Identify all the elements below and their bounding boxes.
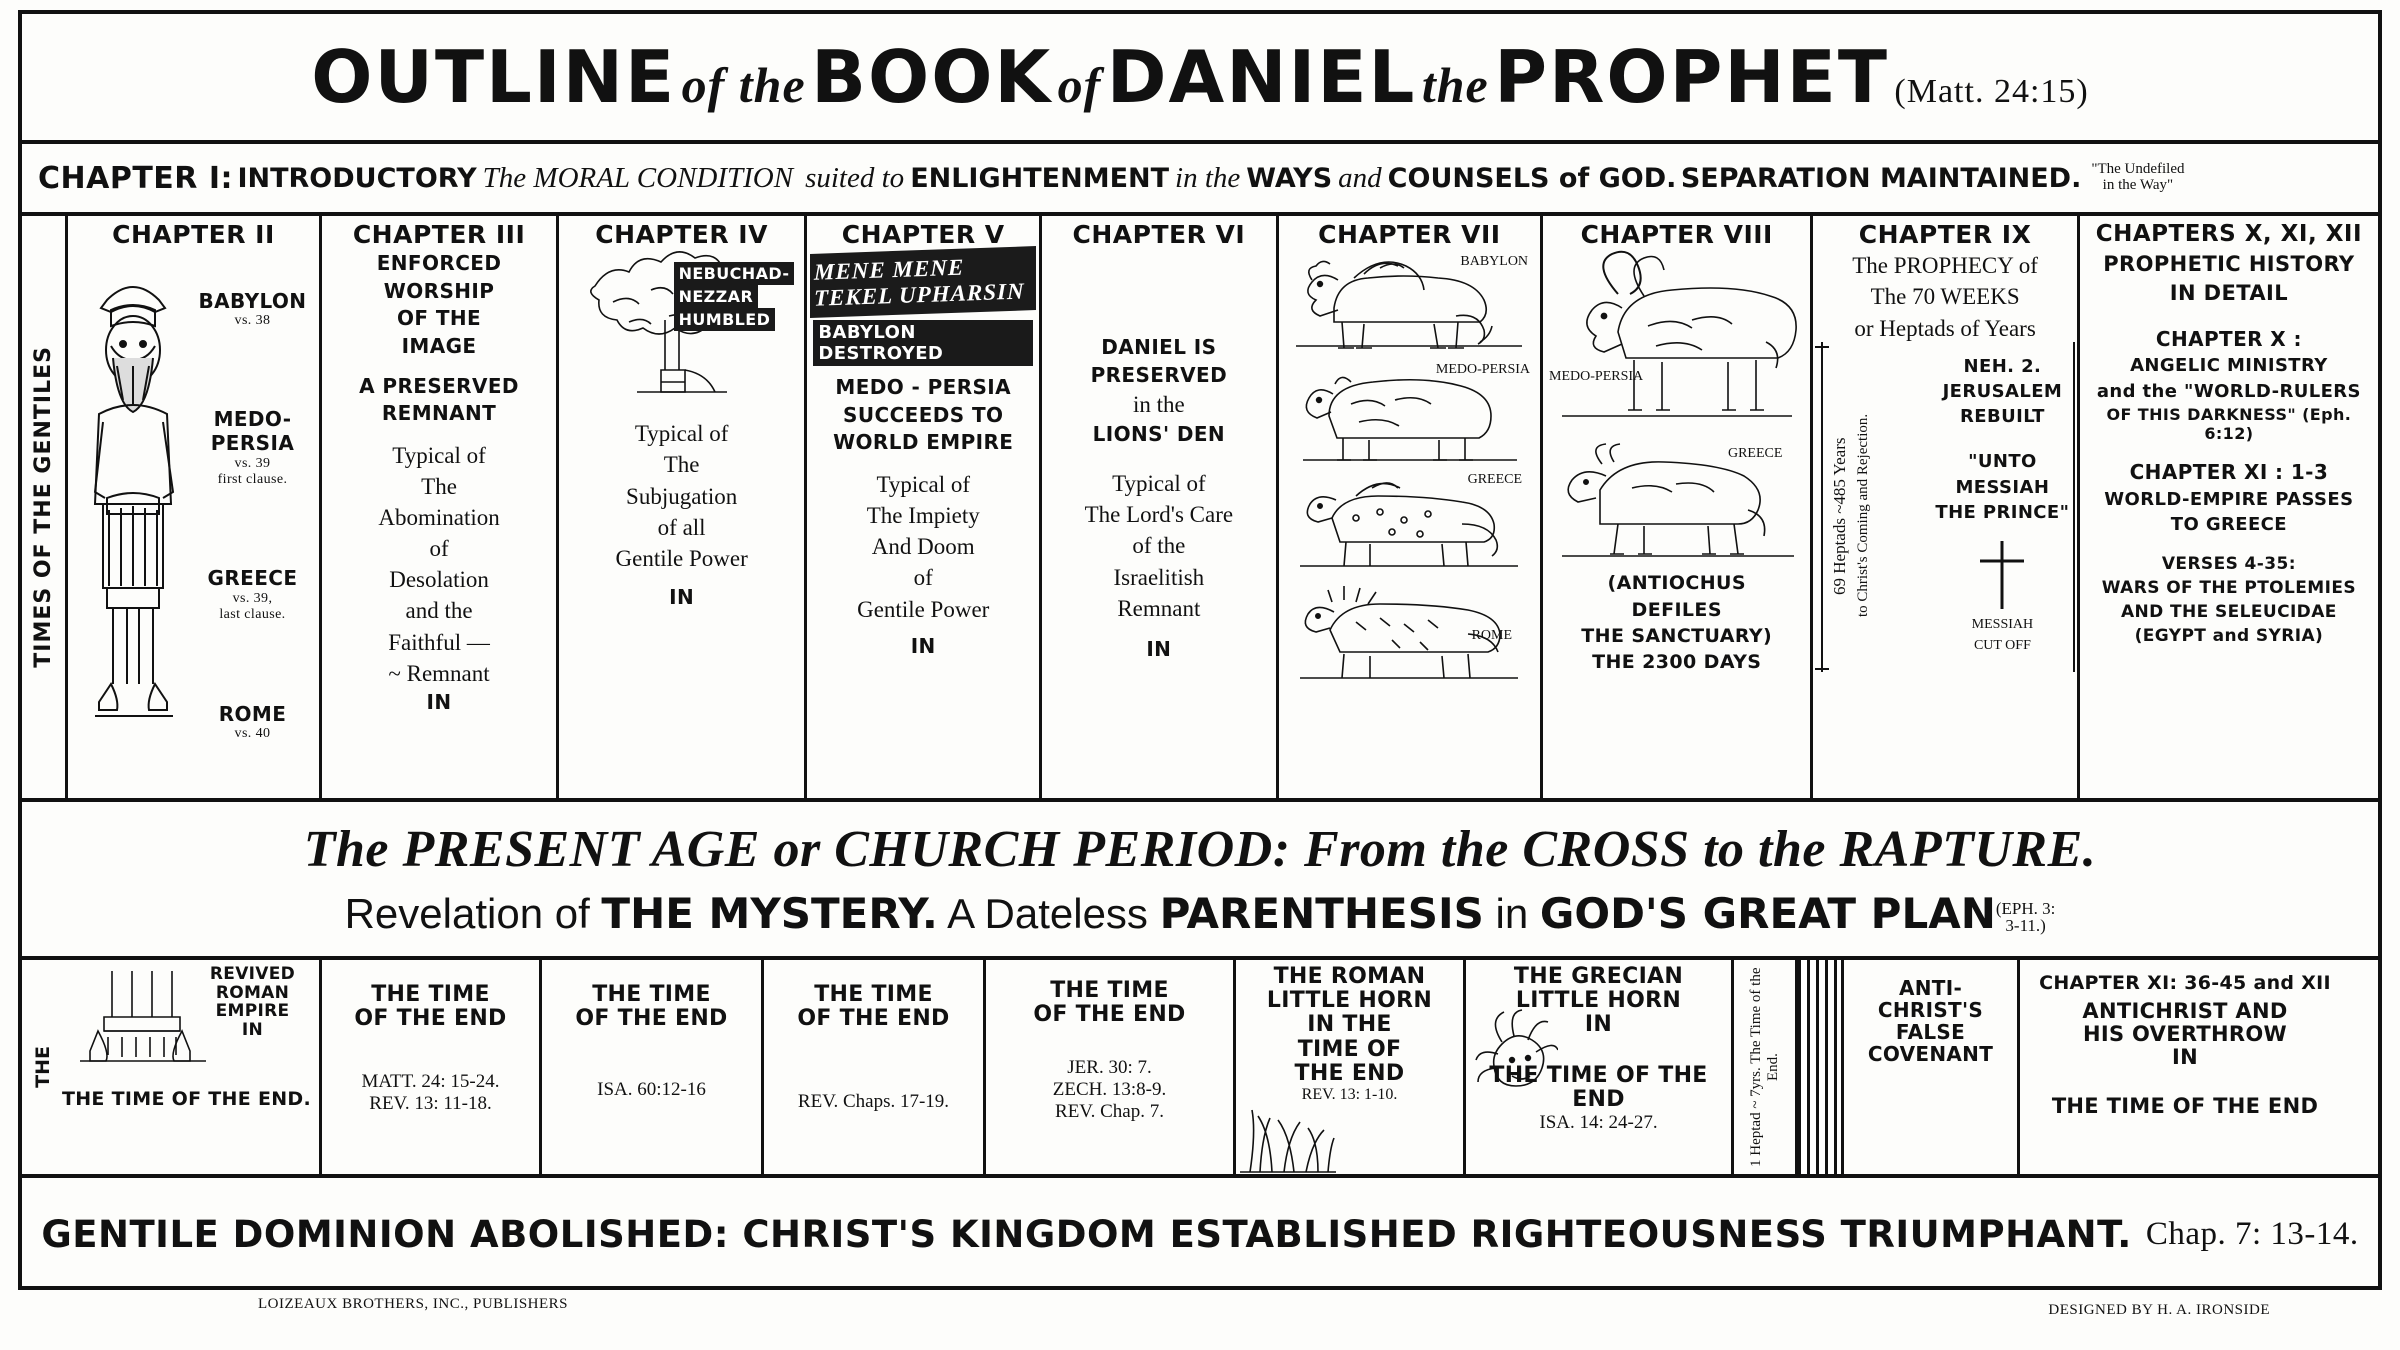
- lc1-r2: REV. 13: 11-18.: [369, 1093, 492, 1115]
- lc8-h2: CHRIST'S: [1877, 998, 1984, 1022]
- lower-columns-row: [22, 960, 2378, 1178]
- column-chapters-x-head: CHAPTERS X, XI, XII: [2095, 221, 2363, 247]
- title-part-ofthe: of the: [681, 57, 806, 113]
- chx-block3-l3: (EGYPT and SYRIA): [2134, 625, 2324, 646]
- ch9-cut-off: CUT OFF: [1973, 637, 2031, 653]
- present-age-mystery: THE MYSTERY.: [601, 889, 938, 938]
- beast-label-medo-persia-viii: MEDO-PERSIA: [1549, 369, 1644, 385]
- chx-block2-head: CHAPTER XI : 1-3: [2129, 460, 2329, 485]
- ch9-the-prince: THE PRINCE": [1935, 501, 2070, 523]
- lc1-h2: OF THE END: [354, 1006, 507, 1032]
- column-chapter-viii-head: CHAPTER VIII: [1580, 220, 1773, 249]
- lc6-h2: LITTLE HORN: [1515, 988, 1682, 1014]
- present-age-in: in: [1495, 890, 1529, 937]
- chapter-one-f: WAYS: [1246, 162, 1333, 194]
- chx-block3-l2: AND THE SELEUCIDAE: [2121, 601, 2337, 622]
- ch6-line-3: in the: [1132, 392, 1185, 418]
- ch9-rebuilt: REBUILT: [1960, 406, 2045, 428]
- column-chapter-iv-head: CHAPTER IV: [595, 220, 768, 249]
- title-part-daniel: DANIEL: [1106, 35, 1417, 119]
- column-chapter-vii-head: CHAPTER VII: [1318, 220, 1501, 249]
- column-chapter-iv[interactable]: [559, 216, 808, 798]
- lc5-h2: LITTLE HORN: [1266, 988, 1433, 1014]
- lc1-r1: MATT. 24: 15-24.: [361, 1071, 500, 1093]
- ch4-line-1: Typical of: [634, 421, 729, 447]
- lower-column-time-of-end-2[interactable]: [542, 960, 764, 1174]
- lc3-h2: OF THE END: [797, 1006, 950, 1032]
- chapter-one-c: suited to: [805, 161, 905, 194]
- ch5-line-2: SUCCEEDS TO: [843, 402, 1004, 427]
- ch9-line-1: The PROPHECY of: [1852, 253, 2038, 279]
- spine-label: TIMES OF THE GENTILES: [30, 346, 56, 668]
- column-chapter-ii[interactable]: [68, 216, 323, 798]
- beast-label-greece-viii: GREECE: [1727, 446, 1783, 462]
- ch8-line-4: THE 2300 DAYS: [1592, 651, 1762, 674]
- ch9-line-2: The 70 WEEKS: [1870, 284, 2020, 310]
- title-scripture-ref: (Matt. 24:15): [1894, 73, 2089, 110]
- lc4-r2: ZECH. 13:8-9.: [1052, 1079, 1167, 1101]
- horned-head: [1472, 1008, 1558, 1094]
- kingdom-babylon: BABYLON vs. 38: [198, 288, 307, 329]
- chapter-one-b: The MORAL CONDITION: [482, 161, 794, 194]
- title-bar: [22, 14, 2378, 144]
- present-age-line1: The PRESENT AGE or CHURCH PERIOD: From the CROSS to the RAPTURE.: [303, 821, 2097, 878]
- ch4-line-2: The: [663, 452, 700, 478]
- lc4-r3: REV. Chap. 7.: [1055, 1101, 1164, 1123]
- ch8-line-1: (ANTIOCHUS: [1607, 572, 1746, 595]
- feet-of-iron-and-clay: [78, 967, 208, 1065]
- ch3-line-3: OF THE: [397, 306, 482, 331]
- lc2-r1: ISA. 60:12-16: [597, 1079, 706, 1101]
- beast-label-rome: ROME: [1471, 628, 1513, 644]
- ch6-line-1: DANIEL IS: [1101, 335, 1217, 360]
- ch4-line-4: of all: [657, 514, 706, 540]
- lc9-h4: IN: [2172, 1045, 2198, 1070]
- lower-column-one-heptad[interactable]: [1734, 960, 1798, 1174]
- ch4-caption-2: NEZZAR: [674, 285, 759, 308]
- ch5-line-5: The Impiety: [866, 503, 980, 529]
- designer-credit: DESIGNED BY H. A. IRONSIDE: [2048, 1302, 2270, 1318]
- lc3-r1: REV. Chaps. 17-19.: [797, 1091, 950, 1113]
- lc6-h1: THE GRECIAN: [1513, 964, 1684, 989]
- present-age-line2: [345, 889, 2056, 938]
- kingdom-rome: ROME vs. 40: [218, 701, 287, 742]
- ch8-line-3: THE SANCTUARY): [1581, 625, 1773, 648]
- upper-columns-row: [22, 216, 2378, 802]
- ch3-line-15: IN: [426, 689, 452, 714]
- ch3-line-14: ~ Remnant: [388, 660, 490, 686]
- ch9-unto: "UNTO: [1968, 451, 2037, 473]
- ch4-line-5: Gentile Power: [615, 545, 748, 571]
- ch5-line-3: WORLD EMPIRE: [833, 430, 1014, 455]
- ch6-line-7: of the: [1132, 533, 1186, 559]
- kingdom-medo-persia: MEDO-PERSIA vs. 39 first clause.: [210, 407, 295, 488]
- credits: [0, 1296, 2400, 1336]
- lc9-h2: ANTICHRIST AND: [2082, 998, 2288, 1023]
- lc4-h2: OF THE END: [1033, 1002, 1186, 1028]
- ch6-line-5: Typical of: [1112, 471, 1206, 497]
- column-chapter-viii[interactable]: [1543, 216, 1813, 798]
- lower-column-roman-little-horn[interactable]: [1236, 960, 1466, 1174]
- ch3-line-9: Abomination: [378, 505, 500, 531]
- lc9-foot: THE TIME OF THE END: [2051, 1094, 2319, 1119]
- chapter-one-i: SEPARATION MAINTAINED.: [1680, 162, 2082, 194]
- title-line: [311, 35, 2088, 119]
- column-chapter-iii-head: CHAPTER III: [352, 220, 526, 249]
- ch3-line-4: IMAGE: [401, 334, 477, 359]
- present-age-parenthesis: PARENTHESIS: [1159, 889, 1484, 938]
- grass-tuft: [1240, 1096, 1336, 1174]
- publisher-credit: LOIZEAUX BROTHERS, INC., PUBLISHERS: [258, 1296, 569, 1312]
- seventy-weeks-axis: [1821, 342, 1823, 672]
- sixty-nine-heptads-label-2: to Christ's Coming and Rejection.: [1855, 413, 1872, 617]
- column-chapter-iii[interactable]: [322, 216, 559, 798]
- ch9-messiah-cut: MESSIAH: [1971, 617, 2034, 633]
- chapter-one-h: COUNSELS of GOD.: [1387, 162, 1677, 194]
- bottom-band-text: GENTILE DOMINION ABOLISHED: CHRIST'S KINGDOM ESTABLISHED RIGHTEOUSNESS TRIUMPHANT.: [41, 1212, 2132, 1256]
- handwriting-on-the-wall: [810, 246, 1036, 318]
- present-age-rev: Revelation of: [344, 890, 590, 937]
- ch3-line-11: Desolation: [389, 567, 489, 593]
- beast-label-greece: GREECE: [1467, 472, 1523, 488]
- lc0-l3: EMPIRE: [215, 1001, 290, 1022]
- column-chapter-ix-head: CHAPTER IX: [1858, 220, 2032, 249]
- ch6-line-2: PRESERVED: [1090, 362, 1228, 387]
- lower-vert-the: THE: [32, 1046, 54, 1088]
- lc2-h2: OF THE END: [575, 1006, 728, 1032]
- bottom-band-ref: Chap. 7: 13-14.: [2145, 1215, 2359, 1252]
- lc1-h1: THE TIME: [371, 982, 490, 1007]
- chx-block1-head: CHAPTER X :: [2155, 326, 2302, 351]
- lc6-h3: IN: [1584, 1012, 1613, 1038]
- chapter-one-d: ENLIGHTENMENT: [910, 162, 1170, 194]
- chapter-one-g: and: [1338, 161, 1382, 194]
- babylon-destroyed-banner: BABYLON DESTROYED: [813, 320, 1033, 366]
- ch5-line-9: IN: [910, 633, 936, 658]
- ch9-messiah: MESSIAH: [1955, 476, 2050, 498]
- ch9-jerusalem: JERUSALEM: [1942, 380, 2063, 402]
- ch6-line-6: The Lord's Care: [1084, 502, 1234, 528]
- lc0-foot: THE TIME OF THE END.: [61, 1088, 312, 1110]
- lc0-l2: ROMAN: [215, 982, 290, 1003]
- ch3-line-1: ENFORCED: [376, 251, 502, 276]
- ch4-caption-1: NEBUCHAD-: [674, 262, 795, 285]
- ch5-line-6: And Doom: [871, 534, 975, 560]
- nebuchadnezzar-image-statue: [77, 254, 189, 724]
- lc5-h1: THE ROMAN: [1273, 964, 1426, 989]
- beast-label-babylon: BABYLON: [1460, 254, 1529, 270]
- chx-block1-l1: ANGELIC MINISTRY: [2130, 355, 2328, 377]
- chapter-one-label: CHAPTER I:: [38, 160, 233, 196]
- lc7-vert: 1 Heptad ~ 7yrs. The Time of the End.: [1747, 967, 1781, 1167]
- ram: [1552, 250, 1802, 432]
- sixty-nine-heptads-label-1: 69 Heptads ~485 Years: [1830, 436, 1850, 595]
- ch9-line-3: or Heptads of Years: [1854, 315, 2036, 341]
- wall-text-line2: TEKEL UPHARSIN: [814, 278, 1025, 312]
- lc9-h3: HIS OVERTHROW: [2083, 1021, 2287, 1046]
- column-chapter-vi[interactable]: [1042, 216, 1279, 798]
- chx-line-2: IN DETAIL: [2169, 280, 2288, 305]
- chx-block1-l2: and the "WORLD-RULERS: [2096, 380, 2361, 402]
- column-chapter-ix[interactable]: [1813, 216, 2079, 798]
- lc3-h1: THE TIME: [814, 982, 933, 1007]
- ch3-line-10: of: [429, 536, 449, 562]
- ch3-line-8: The: [421, 473, 457, 499]
- lower-column-time-of-end-3[interactable]: [764, 960, 986, 1174]
- lower-column-grecian-little-horn[interactable]: [1466, 960, 1734, 1174]
- lower-column-antichrist-overthrow[interactable]: [2020, 960, 2350, 1174]
- ch6-line-10: IN: [1146, 636, 1172, 661]
- lc0-l1: REVIVED: [209, 964, 296, 984]
- chapter-one-note-line1: "The Undefiled: [2091, 161, 2185, 178]
- lc2-h1: THE TIME: [592, 982, 711, 1007]
- lower-column-revived-roman-empire[interactable]: [22, 960, 322, 1174]
- chx-block3-head: VERSES 4-35:: [2161, 553, 2296, 574]
- lc5-h4: TIME OF: [1297, 1036, 1402, 1062]
- chapter-one-a: INTRODUCTORY: [237, 162, 477, 194]
- chx-block3-l1: WARS OF THE PTOLEMIES: [2101, 577, 2356, 598]
- lc8-h1: ANTI-: [1898, 976, 1963, 1000]
- chx-block2-l2: TO GREECE: [2170, 514, 2287, 536]
- chart-frame: [18, 10, 2382, 1290]
- title-part-prophet: PROPHET: [1494, 35, 1889, 119]
- column-chapters-x-xi-xii[interactable]: [2080, 216, 2378, 798]
- antichrist-covenant-hatch: [1798, 960, 1844, 1174]
- wall-text-line1: MENE MENE: [814, 254, 965, 286]
- ch5-line-1: MEDO - PERSIA: [835, 375, 1012, 400]
- chx-block1-l3: OF THIS DARKNESS" (Eph. 6:12): [2106, 404, 2352, 443]
- column-chapter-vii[interactable]: [1279, 216, 1543, 798]
- lc4-r1: JER. 30: 7.: [1067, 1057, 1152, 1079]
- ch3-line-13: Faithful —: [388, 629, 490, 655]
- lc8-h3: FALSE: [1895, 1020, 1966, 1044]
- kingdom-greece: GREECE vs. 39, last clause.: [207, 566, 298, 623]
- ch6-line-9: Remnant: [1117, 595, 1201, 621]
- lc8-h4: COVENANT: [1867, 1042, 1994, 1066]
- chapter-one-note-line2: in the Way": [2102, 177, 2174, 193]
- ch4-line-6: IN: [669, 584, 695, 609]
- ch9-neh2: NEH. 2.: [1963, 355, 2042, 377]
- times-of-the-gentiles-spine: [22, 216, 68, 798]
- column-chapter-v-head: CHAPTER V: [841, 220, 1005, 249]
- ch6-line-4: LIONS' DEN: [1092, 421, 1226, 446]
- chx-line-1: PROPHETIC HISTORY: [2103, 252, 2355, 277]
- ch3-line-6: REMNANT: [381, 401, 497, 426]
- ch3-line-7: Typical of: [392, 442, 486, 468]
- lower-column-time-of-end-4[interactable]: [986, 960, 1236, 1174]
- lc6-r1: ISA. 14: 24-27.: [1539, 1111, 1658, 1133]
- present-age-dateless: A Dateless: [947, 890, 1148, 937]
- lc5-r1: REV. 13: 1-10.: [1301, 1085, 1398, 1103]
- title-part-outline: OUTLINE: [311, 35, 677, 119]
- ch5-line-4: Typical of: [876, 472, 970, 498]
- title-part-book: BOOK: [811, 35, 1053, 119]
- bottom-band: [22, 1178, 2378, 1290]
- cross: [1972, 537, 2032, 613]
- lower-column-time-of-end-1[interactable]: [322, 960, 542, 1174]
- column-chapter-v[interactable]: [807, 216, 1042, 798]
- lc5-h3: IN THE: [1307, 1012, 1392, 1038]
- column-chapter-ii-head: CHAPTER II: [112, 220, 275, 249]
- chx-block2-l1: WORLD-EMPIRE PASSES: [2104, 489, 2354, 511]
- ch4-line-3: Subjugation: [626, 483, 738, 509]
- lc4-h1: THE TIME: [1050, 978, 1169, 1003]
- present-age-ref: (EPH. 3: 3-11.): [1995, 898, 2056, 935]
- ch3-line-5: A PRESERVED: [359, 373, 519, 398]
- chapter-one-e: in the: [1175, 161, 1241, 194]
- ch3-line-12: and the: [405, 598, 473, 624]
- chapter-one-note: [2091, 162, 2184, 194]
- title-part-of: of: [1057, 57, 1102, 113]
- lc9-h1: CHAPTER XI: 36-45 and XII: [2039, 972, 2331, 994]
- ch3-line-2: WORSHIP: [383, 278, 495, 303]
- ch4-caption-3: HUMBLED: [674, 308, 776, 331]
- beast-label-medo-persia: MEDO-PERSIA: [1435, 362, 1531, 378]
- lc5-h5: THE END: [1294, 1060, 1405, 1086]
- column-chapter-vi-head: CHAPTER VI: [1072, 220, 1246, 249]
- present-age-band: [22, 802, 2378, 960]
- lc0-l4: IN: [241, 1020, 264, 1041]
- lower-column-antichrist-covenant[interactable]: [1844, 960, 2020, 1174]
- ch5-line-8: Gentile Power: [857, 596, 990, 622]
- ch8-line-2: DEFILES: [1631, 598, 1722, 621]
- chapter-one-band: [22, 144, 2378, 216]
- ch5-line-7: of: [913, 565, 933, 591]
- present-age-plan: GOD'S GREAT PLAN: [1539, 889, 1996, 938]
- lc6-h4: THE TIME OF THE END: [1489, 1062, 1708, 1112]
- ch6-line-8: Israelitish: [1113, 564, 1205, 590]
- title-part-the: the: [1421, 57, 1489, 113]
